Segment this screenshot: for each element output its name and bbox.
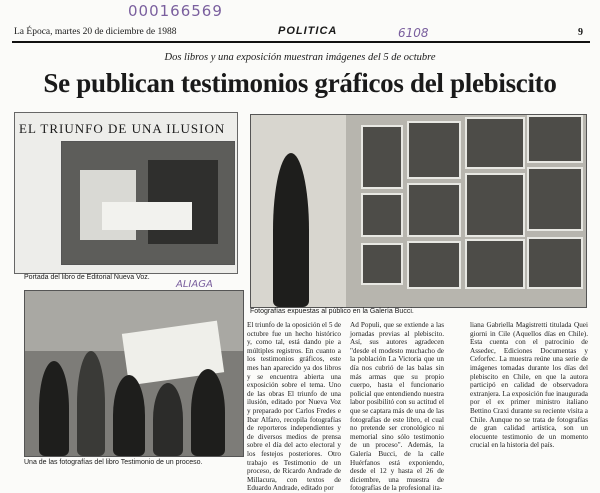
handwritten-note: 6108 [398,26,429,40]
gallery-photo [250,114,587,308]
book-caption: Portada del libro de Editorial Nueva Voz. [24,274,150,281]
article-kicker: Dos libros y una exposición muestran imágenes del 5 de octubre [164,52,436,63]
newspaper-dateline: La Época, martes 20 de diciembre de 1988 [14,27,177,37]
article-column-2: Ad Populi, que se extiende a las jornadas previas al plebiscito. Así, sus autores agradecen "desde el modesto muchacho de la población La Victoria que un día nos cubrió de las balas sin más armas que su propio cuerpo, hasta el funcionario policial que entendiendo nuestra labor posibilitó con su actitud el que se captara más de una de las fotografías de este libro, el cual no pretende ser cronológico ni memorial sino sólo testimonio de un proceso". Además, la Galería Bucci, de la calle Huérfanos está exponiendo, desde el 12 y hasta el 26 de diciembre, una muestra de fotografías de la profesional ita- [350,321,444,493]
protest-photo [24,290,244,457]
article-column-3: liana Gabriella Magistretti titulada Quei giorni in Cile (Aquellos días en Chile). Esta cuenta con el patrocinio de Assedec, Ediciones Documentas y Ceforfec. La muestra reúne una serie de imágenes tomadas durante los días del plebiscito en Chile, en que la autora participó en calidad de observadora extranjera. La exposición fue inaugurada por el ex primer ministro italiano Bettino Craxi durante su reciente visita a Chile. Aunque no se trata de fotografías de gran calidad artística, son un elocuente testimonio de un momento crucial en la historia del país. [470,321,588,450]
book-cover-photo [61,141,235,265]
book-cover-figure [14,112,238,274]
photo-credit-handwritten: ALIAGA [176,279,213,290]
article-headline: Se publican testimonios gráficos del plebiscito [43,68,557,98]
archive-number: 000166569 [128,2,223,20]
section-name: POLITICA [278,25,338,37]
protest-caption: Una de las fotografías del libro Testimonio de un proceso. [24,459,203,466]
header-rule [12,41,590,43]
book-cover-title: EL TRIUNFO DE UNA ILUSION [19,121,226,136]
page-number: 9 [578,27,583,38]
article-column-1: El triunfo de la oposición el 5 de octubre fue un hecho histórico y, como tal, está dando pie a múltiples registros. En cuanto a los testimonios gráficos, este mes han aparecido ya dos libros y se encuentra abierta una exposición sobre el tema. Uno de las obras El triunfo de una ilusión, editado por Nueva Voz y preparado por Carlos Fredes e Ibar Alfaro, recopila fotografías de reporteros independientes y de diversos medios de prensa sobre el día del acto electoral y los festejos posteriores. Otro trabajo es Testimonio de un proceso, de Ricardo Andrade de Millacura, con textos de Eduardo Andrade, editado por [247,321,342,493]
gallery-caption: Fotografías expuestas al público en la Galería Bucci. [250,308,414,315]
